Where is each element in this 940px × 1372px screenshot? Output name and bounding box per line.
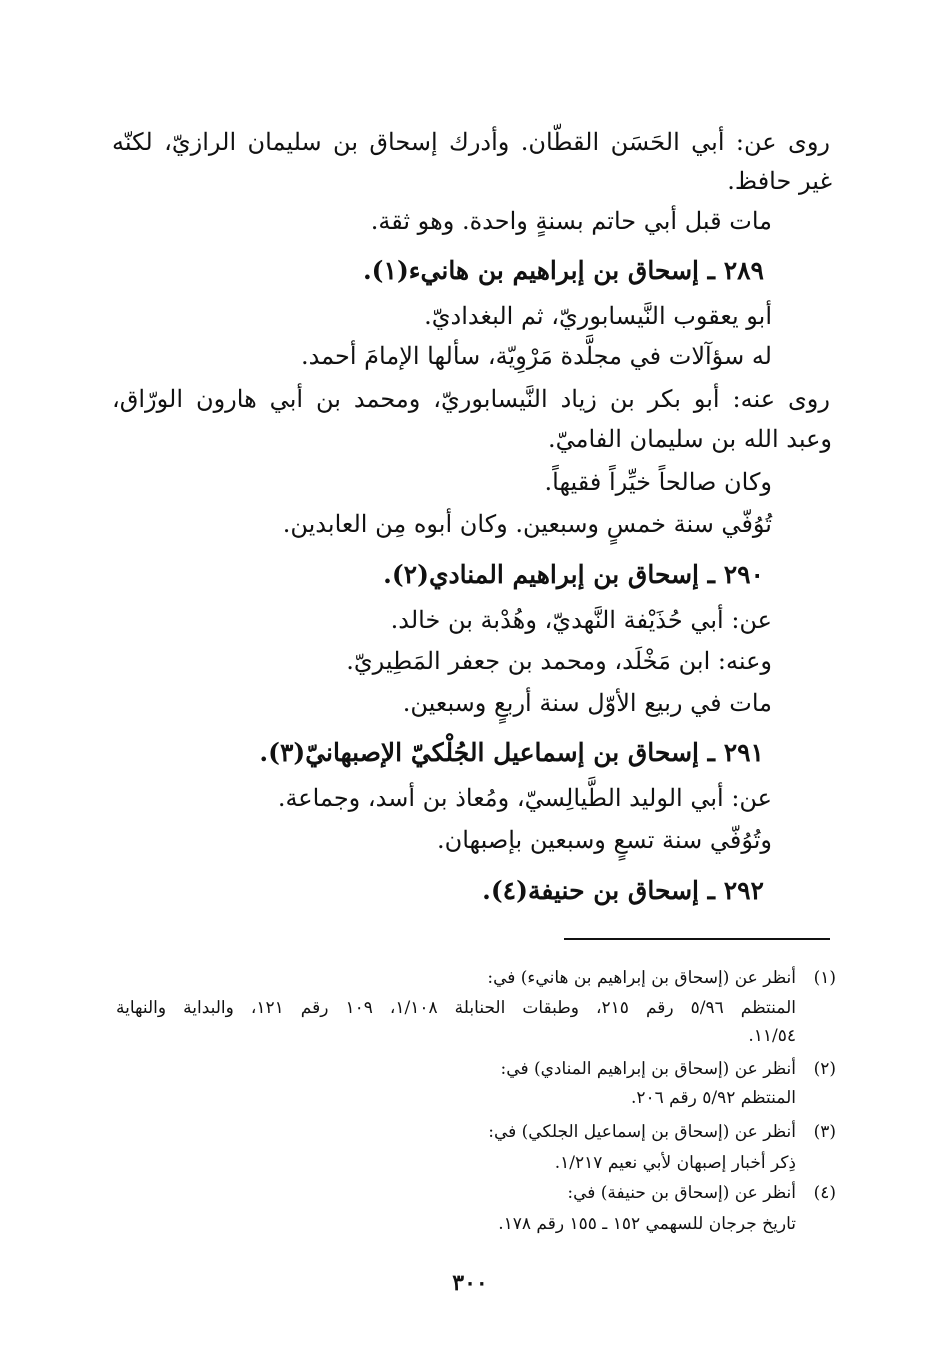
footnote-number: (٤) [813,1183,836,1203]
body-line: غير حافظ. [727,167,832,195]
footnote-line: أنظر عن (إسحاق بن إبراهيم بن هانيء) في: [487,968,796,988]
footnote-number: (١) [813,968,836,988]
footnote-line: المنتظم ٥/٩٢ رقم ٢٠٦. [630,1088,796,1108]
footnote-line: ذِكر أخبار إصبهان لأبي نعيم ١/٢١٧. [554,1153,796,1173]
body-line: له سؤآلات في مجلَّدة مَرْوِيّة، سألها الإمامَ أحمد. [300,342,772,370]
footnote-line: تاريخ جرجان للسهمي ١٥٢ ـ ١٥٥ رقم ١٧٨. [498,1214,796,1234]
body-line: وكان صالحاً خيِّراً فقيهاً. [544,468,772,496]
entry-heading-290: ٢٩٠ ـ إسحاق بن إبراهيم المنادي(٢). [383,560,764,589]
footnote-separator [564,938,830,940]
footnote-line: المنتظم ٥/٩٦ رقم ٢١٥، وطبقات الحنابلة ١/١٠٨، ١٠٩ رقم ١٢١، والبداية والنهاية [116,998,797,1018]
entry-heading-289: ٢٨٩ ـ إسحاق بن إبراهيم بن هانيء(١). [362,256,764,285]
footnote-line: أنظر عن (إسحاق بن إبراهيم المنادي) في: [500,1059,796,1079]
body-line: مات قبل أبي حاتم بسنةٍ واحدة. وهو ثقة. [370,207,772,235]
footnote-number: (٣) [813,1122,836,1142]
body-line: تُوُفّي سنة خمسٍ وسبعين. وكان أبوه مِن العابدين. [282,510,772,538]
body-line: روى عن: أبي الحَسَن القطّان. وأدرك إسحاق بن سليمان الرازيّ، لكنّه [112,128,830,156]
body-line: وعبد الله بن سليمان الفاميّ. [547,425,832,453]
page-number: ٣٠٠ [452,1270,488,1296]
body-line: عن: أبي الوليد الطَّيالِسيّ، ومُعاذ بن أسد، وجماعة. [277,784,772,812]
body-line: أبو يعقوب النَّيسابوريّ، ثم البغداديّ. [424,302,772,330]
footnote-line: أنظر عن (إسحاق بن إسماعيل الجلكي) في: [488,1122,796,1142]
body-line: عن: أبي حُذَيْفة النَّهديّ، وهُدْبة بن خالد. [390,606,772,634]
entry-heading-291: ٢٩١ ـ إسحاق بن إسماعيل الجُلْكيّ الإصبهانيّ(٣). [259,738,764,767]
footnote-line: ١١/٥٤. [748,1026,796,1046]
body-line: روى عنه: أبو بكر بن زياد النَّيسابوريّ، ومحمد بن أبي هارون الورّاق، [112,385,830,413]
body-line: مات في ربيع الأوّل سنة أربعٍ وسبعين. [402,689,772,717]
body-line: وتُوُفّي سنة تسعٍ وسبعين بإصبهان. [436,826,772,854]
footnote-line: أنظر عن (إسحاق بن حنيفة) في: [567,1183,796,1203]
entry-heading-292: ٢٩٢ ـ إسحاق بن حنيفة(٤). [482,876,764,905]
footnote-number: (٢) [813,1059,836,1079]
body-line: وعنه: ابن مَخْلَد، ومحمد بن جعفر المَطِيريّ. [346,647,772,675]
